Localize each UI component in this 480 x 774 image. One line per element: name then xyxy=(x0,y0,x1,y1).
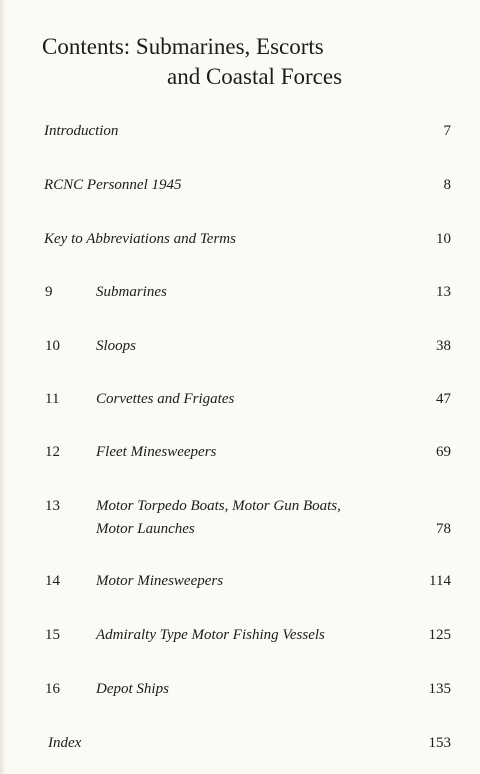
chapter-page: 47 xyxy=(436,391,451,407)
chapter-page: 69 xyxy=(436,444,451,460)
chapter-page: 135 xyxy=(428,681,451,697)
chapter-number: 13 xyxy=(45,498,60,514)
toc-entry-label: Introduction xyxy=(44,123,119,139)
chapter-title: Corvettes and Frigates xyxy=(96,391,235,407)
chapter-page: 78 xyxy=(436,521,451,537)
chapter-title: Fleet Minesweepers xyxy=(96,444,217,460)
toc-entry-page: 10 xyxy=(436,231,451,247)
chapter-page: 125 xyxy=(428,627,451,643)
chapter-page: 38 xyxy=(436,338,451,354)
title-line-2: and Coastal Forces xyxy=(167,64,343,89)
chapter-number: 10 xyxy=(45,338,60,354)
chapter-number: 12 xyxy=(45,444,60,460)
toc-entry-page: 153 xyxy=(428,735,451,751)
chapter-title-line-2: Motor Launches xyxy=(96,521,195,537)
chapter-title: Submarines xyxy=(96,284,167,300)
chapter-number: 9 xyxy=(45,284,53,300)
page-edge-shadow xyxy=(0,0,6,774)
chapter-title: Motor Minesweepers xyxy=(96,573,224,589)
toc-entry-label: RCNC Personnel 1945 xyxy=(44,177,182,193)
chapter-number: 16 xyxy=(45,681,60,697)
chapter-number: 15 xyxy=(45,627,60,643)
chapter-title: Admiralty Type Motor Fishing Vessels xyxy=(96,627,325,643)
title-line-1: Contents: Submarines, Escorts xyxy=(42,34,324,59)
toc-entry-page: 8 xyxy=(443,177,451,193)
chapter-title-line-1: Motor Torpedo Boats, Motor Gun Boats, xyxy=(96,498,341,514)
chapter-number: 11 xyxy=(45,391,60,407)
page-title xyxy=(42,32,462,92)
toc-entry-label: Key to Abbreviations and Terms xyxy=(44,231,236,247)
chapter-title: Sloops xyxy=(96,338,137,354)
toc-entry-page: 7 xyxy=(443,123,451,139)
chapter-page: 114 xyxy=(429,573,451,589)
chapter-number: 14 xyxy=(45,573,60,589)
toc-entry-label: Index xyxy=(48,735,82,751)
chapter-title: Depot Ships xyxy=(96,681,169,697)
chapter-page: 13 xyxy=(436,284,451,300)
